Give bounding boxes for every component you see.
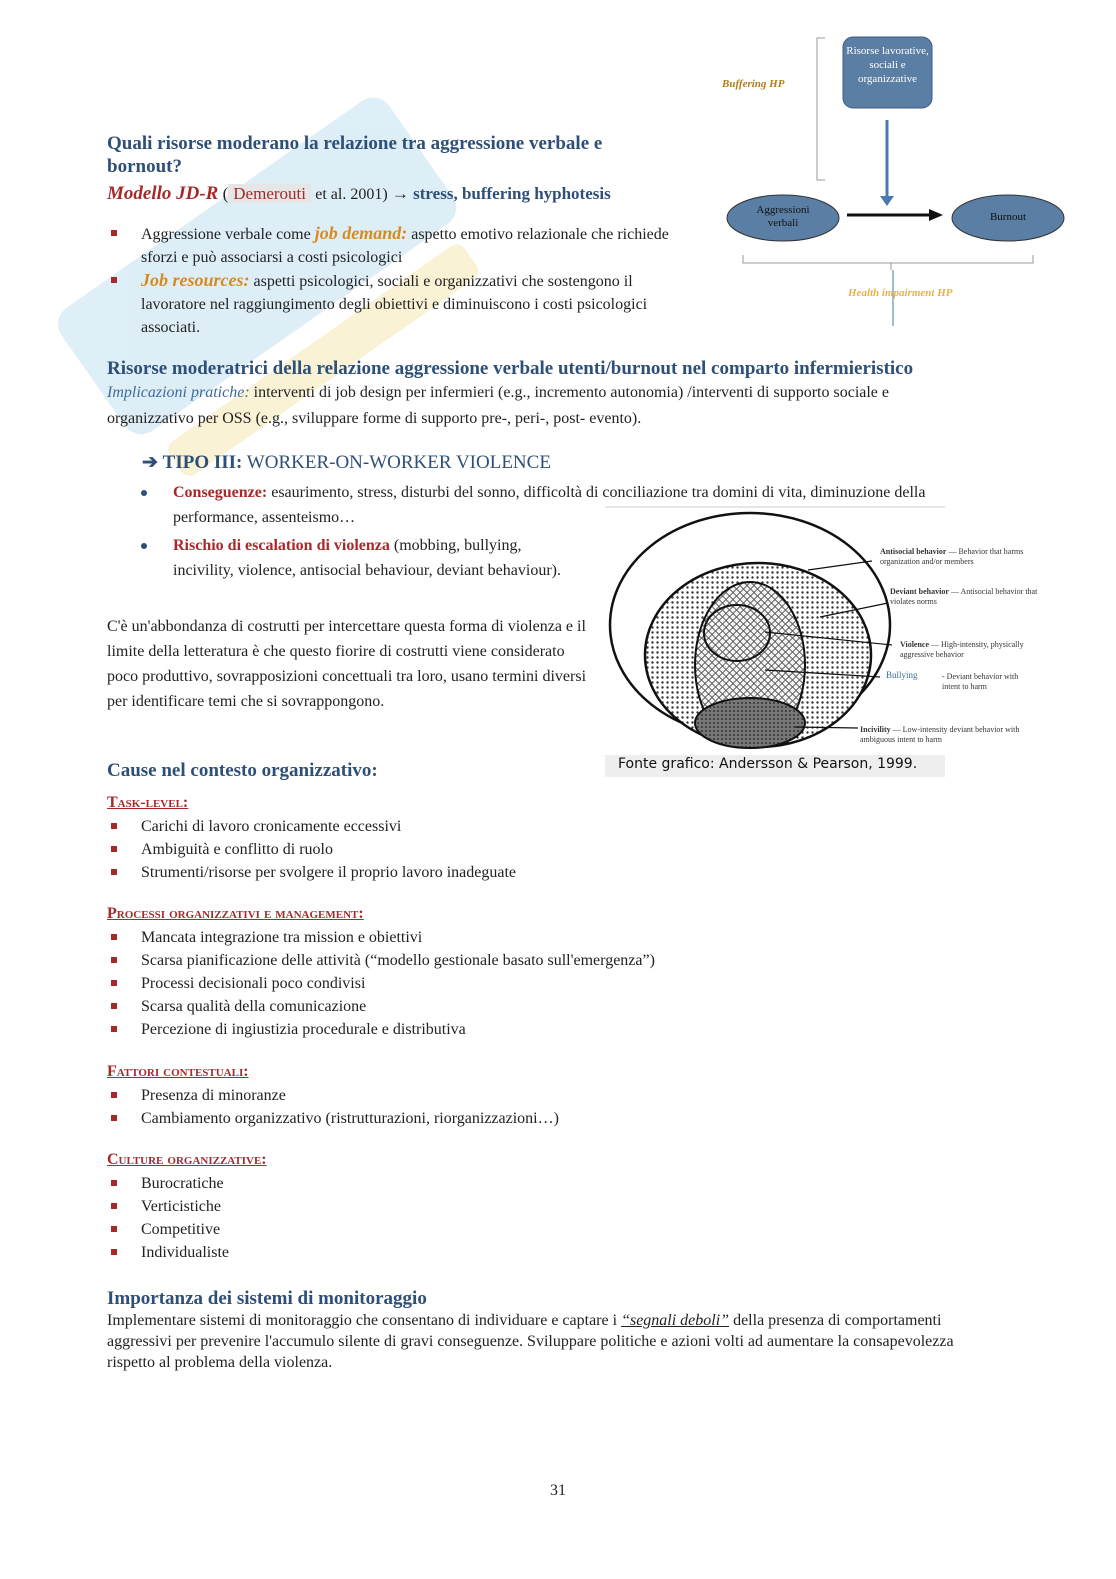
- cause-group-processi: [107, 905, 827, 1041]
- incivility-label: Incivility — Low-intensity deviant behavior with ambiguous intent to harm: [860, 725, 1020, 744]
- list-item: Scarsa qualità della comunicazione: [107, 995, 827, 1018]
- list-item: Verticistiche: [107, 1195, 807, 1218]
- causes-heading: Cause nel contesto organizzativo:: [107, 760, 378, 781]
- jdr-bullets: [107, 222, 677, 339]
- incivility-ellipse: [695, 698, 805, 748]
- question-heading: Quali risorse moderano la relazione tra aggressione verbale e bornout?: [107, 133, 603, 177]
- list-item: Cambiamento organizzativo (ristrutturazioni, riorganizzazioni…): [107, 1107, 807, 1130]
- cause-group-heading: Task-level:: [107, 794, 189, 811]
- model-label: Modello JD-R: [107, 183, 219, 204]
- list-item: Ambiguità e conflitto di ruolo: [107, 838, 807, 861]
- list-item: Conseguenze: esaurimento, stress, disturbi del sonno, difficoltà di conciliazione tra domini di vita, diminuzione della performance, assenteismo…: [107, 480, 997, 530]
- venn-source: Fonte grafico: Andersson & Pearson, 1999.: [618, 756, 918, 772]
- page-number: 31: [550, 1482, 566, 1499]
- buffering-bracket: [817, 38, 825, 180]
- arrow-icon: →: [391, 184, 409, 203]
- list-item: Burocratiche: [107, 1172, 807, 1195]
- cause-group-heading: Culture organizzative:: [107, 1151, 267, 1168]
- citation-name: Demerouti: [228, 184, 311, 203]
- tipo3-title: WORKER-ON-WORKER VIOLENCE: [242, 452, 551, 473]
- citation-rest: et al. 2001): [315, 186, 388, 203]
- tipo3-bullets-2: [107, 533, 582, 583]
- list-item: Competitive: [107, 1218, 807, 1241]
- antisocial-label: Antisocial behavior — Behavior that harms organization and/or members: [880, 547, 1024, 566]
- cause-group-fattori: [107, 1063, 807, 1130]
- list-item: Job resources: aspetti psicologici, sociali e organizzativi che sostengono il lavoratore nel raggiungimento degli obiettivi e diminuiscono i costi psicologici associati.: [107, 269, 677, 339]
- list-item: Processi decisionali poco condivisi: [107, 972, 827, 995]
- list-item: Aggressione verbale come job demand: aspetto emotivo relazionale che richiede sforzi e può associarsi a costi psicologici: [107, 222, 677, 269]
- bullying-def: - Deviant behavior with intent to harm: [942, 672, 1019, 691]
- hypothesis: stress, buffering hyphotesis: [413, 184, 611, 203]
- monitoring-heading: Importanza dei sistemi di monitoraggio: [107, 1288, 427, 1309]
- burnout-label: Burnout: [989, 211, 1027, 223]
- cause-group-heading: Fattori contestuali:: [107, 1063, 249, 1080]
- cause-group-culture: [107, 1151, 807, 1264]
- moderators-heading: Risorse moderatrici della relazione aggressione verbale utenti/burnout nel comparto infermieristico: [107, 358, 914, 379]
- constructs-paragraph: C'è un'abbondanza di costrutti per intercettare questa forma di violenza e il limite della letteratura è che questo fiorire di costrutti viene considerato poco produttivo, sovrapposizioni concettuali tra loro, usano termini diversi per identificare temi che si sovrappongono.: [107, 618, 587, 710]
- buffering-label: Buffering HP: [722, 78, 785, 90]
- list-item: Percezione di ingiustizia procedurale e distributiva: [107, 1018, 827, 1041]
- violence-label: Violence — High-intensity, physically aggressive behavior: [900, 640, 1024, 659]
- resources-box-label: Risorse lavorative, sociali e organizzative: [846, 45, 929, 85]
- list-item: Carichi di lavoro cronicamente eccessivi: [107, 815, 807, 838]
- list-item: Mancata integrazione tra mission e obiettivi: [107, 926, 827, 949]
- bullying-label: Bullying: [886, 670, 918, 680]
- arrow-right-icon: ➔: [142, 452, 158, 473]
- model-line: [107, 182, 611, 207]
- health-impairment-label: Health impairment HP: [848, 287, 953, 299]
- list-item: Strumenti/risorse per svolgere il proprio lavoro inadeguate: [107, 861, 807, 884]
- aggressioni-label: Aggressioni verbali: [756, 204, 810, 229]
- cause-group-heading: Processi organizzativi e management:: [107, 905, 364, 922]
- tipo3-label: TIPO III:: [162, 452, 243, 473]
- monitoring-text: Implementare sistemi di monitoraggio che consentano di individuare e captare i “segnali deboli” della presenza di comportamenti aggressivi per prevenire l'accumulo silente di gravi conseguenze. Sviluppare politiche e azioni volti ad aumentare la consapevolezza rispetto al problema della violenza.: [107, 1312, 954, 1371]
- list-item: Scarsa pianificazione delle attività (“modello gestionale basato sull'emergenza”): [107, 949, 827, 972]
- moderators-text: Implicazioni pratiche: interventi di job design per infermieri (e.g., incremento autonomia) /interventi di supporto sociale e organizzativo per OSS (e.g., sviluppare forme di supporto pre-, peri-, post- evento).: [107, 384, 890, 427]
- implications-label: Implicazioni pratiche:: [107, 384, 250, 401]
- health-bracket: [743, 255, 1033, 270]
- list-item: Rischio di escalation di violenza (mobbing, bullying, incivility, violence, antisocial behaviour, deviant behaviour).: [107, 533, 582, 583]
- list-item: Individualiste: [107, 1241, 807, 1264]
- cause-group-task: [107, 794, 807, 884]
- weak-signals: “segnali deboli”: [621, 1312, 730, 1329]
- open-paren: (: [222, 184, 229, 203]
- list-item: Presenza di minoranze: [107, 1084, 807, 1107]
- deviant-label: Deviant behavior — Antisocial behavior that violates norms: [890, 587, 1038, 606]
- tipo3-heading: [142, 451, 551, 474]
